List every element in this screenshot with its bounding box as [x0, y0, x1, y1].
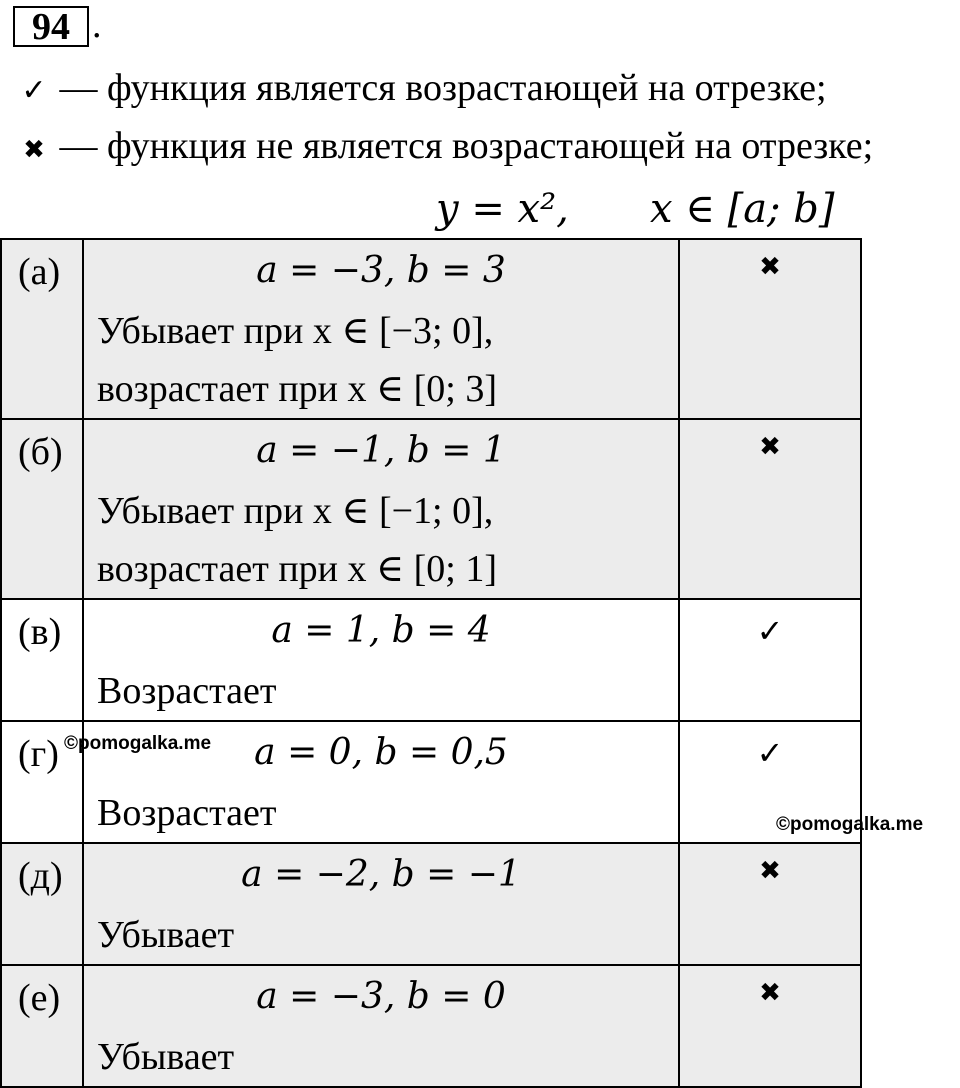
- exercise-number: 94: [13, 6, 89, 47]
- row-description: Убывает: [97, 914, 235, 956]
- row-description: Убывает: [97, 1036, 235, 1078]
- row-condition: a = 0, b = 0,5: [254, 732, 508, 773]
- row-condition: a = −3, b = 0: [256, 976, 506, 1017]
- row-result: [679, 419, 861, 599]
- cross-icon: ✖: [23, 135, 45, 165]
- row-description: возрастает при x ∈ [0; 3]: [97, 368, 498, 410]
- check-icon: ✓: [756, 734, 784, 772]
- row-label: (д): [1, 843, 83, 965]
- row-description: Убывает при x ∈ [−1; 0],: [97, 490, 494, 532]
- row-label: (е): [1, 965, 83, 1087]
- row-description: Возрастает: [97, 792, 277, 834]
- table-row: [1, 599, 861, 721]
- watermark: ©pomogalka.me: [64, 733, 212, 754]
- domain-formula: x ∈ [a; b]: [650, 186, 835, 232]
- legend-text: — функция является возрастающей на отрезке;: [59, 67, 827, 109]
- table-row: [1, 843, 861, 965]
- row-condition: a = −2, b = −1: [241, 854, 521, 895]
- row-solution: [83, 239, 679, 419]
- exercise-number-dot: .: [92, 4, 102, 46]
- legend-not-increasing: [18, 124, 873, 172]
- function-formula: y = x²,: [436, 186, 569, 232]
- row-result: [679, 599, 861, 721]
- row-solution: [83, 599, 679, 721]
- row-solution: [83, 419, 679, 599]
- row-result: [679, 843, 861, 965]
- row-description: Возрастает: [97, 670, 277, 712]
- row-solution: [83, 965, 679, 1087]
- cross-icon: ✖: [759, 856, 781, 886]
- legend-text: — функция не является возрастающей на отрезке;: [59, 125, 874, 167]
- watermark: ©pomogalka.me: [776, 814, 924, 835]
- row-result: [679, 965, 861, 1087]
- row-condition: a = −1, b = 1: [256, 430, 506, 471]
- row-label: (а): [1, 239, 83, 419]
- cross-icon: ✖: [759, 978, 781, 1008]
- row-label: (в): [1, 599, 83, 721]
- row-description: возрастает при x ∈ [0; 1]: [97, 548, 498, 590]
- row-label: (б): [1, 419, 83, 599]
- check-icon: ✓: [756, 612, 784, 650]
- row-condition: a = −3, b = 3: [256, 250, 506, 291]
- cross-icon: ✖: [759, 252, 781, 282]
- row-solution: [83, 843, 679, 965]
- answers-table: [0, 238, 862, 1088]
- table-row: [1, 239, 861, 419]
- legend-increasing: [18, 66, 827, 113]
- row-result: [679, 239, 861, 419]
- check-icon: ✓: [21, 73, 47, 108]
- row-label: (г): [1, 721, 83, 843]
- row-condition: a = 1, b = 4: [271, 610, 491, 651]
- row-description: Убывает при x ∈ [−3; 0],: [97, 310, 494, 352]
- table-row: [1, 965, 861, 1087]
- cross-icon: ✖: [759, 432, 781, 462]
- table-row: [1, 419, 861, 599]
